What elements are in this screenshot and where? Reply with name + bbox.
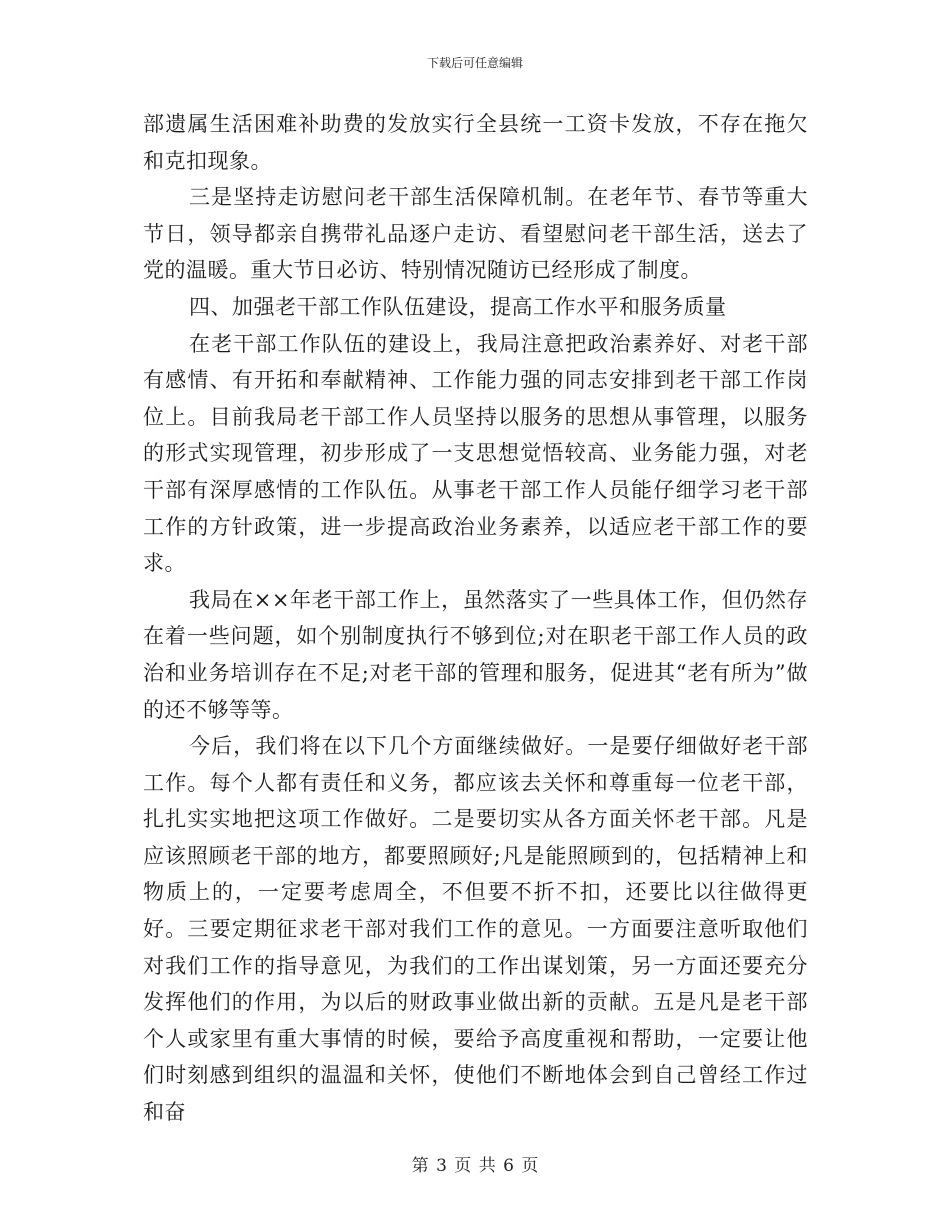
document-body: [143, 106, 808, 1131]
paragraph-1: 部遗属生活困难补助费的发放实行全县统一工资卡发放，不存在拖欠和克扣现象。: [143, 112, 808, 173]
paragraph-3: 在老干部工作队伍的建设上，我局注意把政治素养好、对老干部有感情、有开拓和奉献精神、工作能力强的同志安排到老干部工作岗位上。目前我局老干部工作人员坚持以服务的思想从事管理，以服务的形式实现管理，初步形成了一支思想觉悟较高、业务能力强，对老干部有深厚感情的工作队伍。从事老干部工作人员能仔细学习老干部工作的方针政策，进一步提高政治业务素养，以适应老干部工作的要求。: [143, 331, 808, 576]
page-number: 第 3 页 共 6 页: [411, 1156, 539, 1176]
paragraph-2: 三是坚持走访慰问老干部生活保障机制。在老年节、春节等重大节日，领导都亲自携带礼品逐户走访、看望慰问老干部生活，送去了党的温暖。重大节日必访、特别情况随访已经形成了制度。: [143, 185, 808, 283]
paragraph-5: 今后，我们将在以下几个方面继续做好。一是要仔细做好老干部工作。每个人都有责任和义务，都应该去关怀和尊重每一位老干部，扎扎实实地把这项工作做好。二是要切实从各方面关怀老干部。凡是应该照顾老干部的地方，都要照顾好;凡是能照顾到的，包括精神上和物质上的，一定要考虑周全，不但要不折不扣，还要比以往做得更好。三要定期征求老干部对我们工作的意见。一方面要注意听取他们对我们工作的指导意见，为我们的工作出谋划策，另一方面还要充分发挥他们的作用，为以后的财政事业做出新的贡献。五是凡是老干部个人或家里有重大事情的时候，要给予高度重视和帮助，一定要让他们时刻感到组织的温温和关怀，使他们不断地体会到自己曾经工作过和奋: [143, 734, 808, 1125]
section-heading: 四、加强老干部工作队伍建设，提高工作水平和服务质量: [189, 294, 727, 319]
paragraph-4: 我局在××年老干部工作上，虽然落实了一些具体工作，但仍然存在着一些问题，如个别制度执行不够到位;对在职老干部工作人员的政治和业务培训存在不足;对老干部的管理和服务，促进其“老有所为”做的还不够等等。: [143, 587, 808, 722]
header-note: 下载后可任意编辑: [426, 56, 523, 70]
